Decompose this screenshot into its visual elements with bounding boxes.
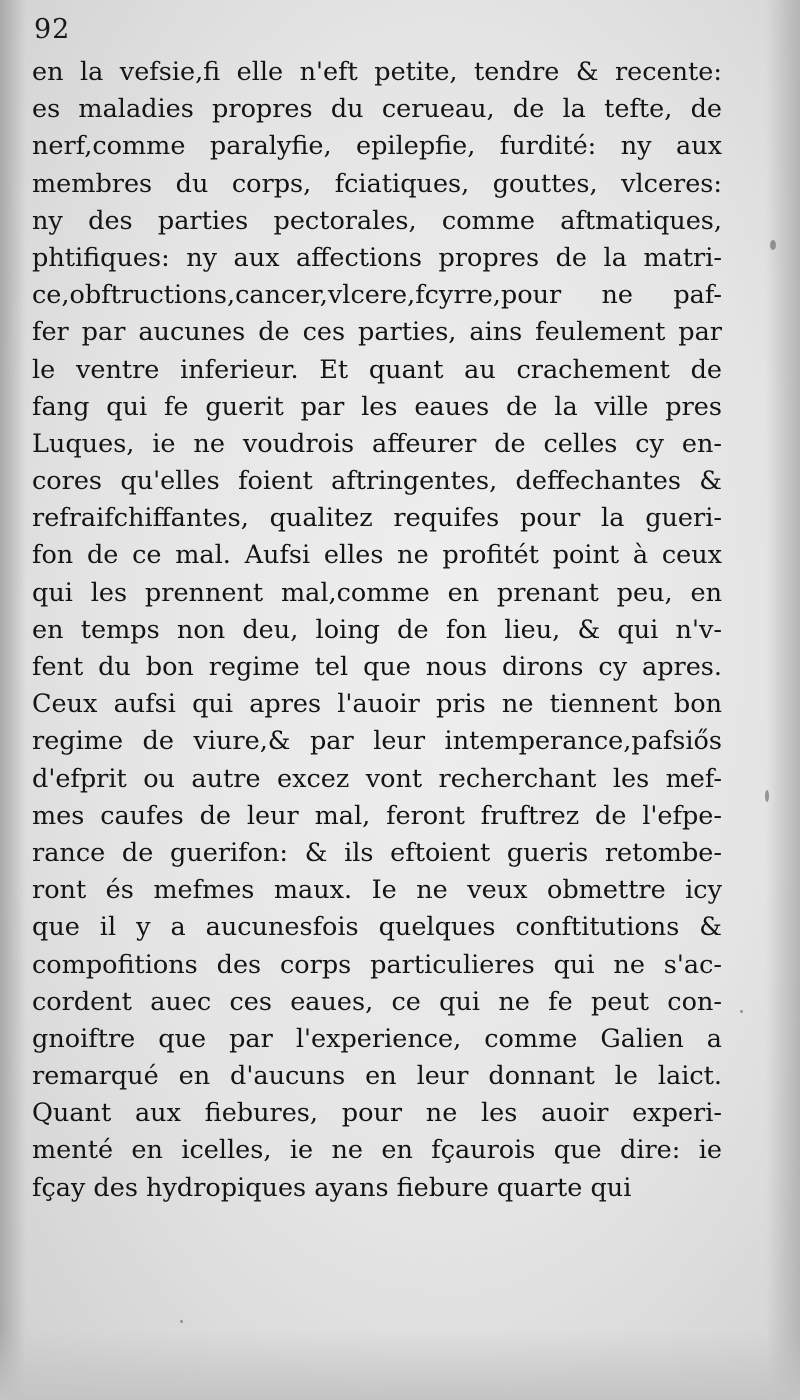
text-line: menté en icelles, ie ne en fçaurois que dire: ie bbox=[32, 1135, 722, 1166]
text-line: gnoiftre que par l'experience, comme Galien a bbox=[32, 1023, 722, 1054]
ink-speck bbox=[180, 1320, 183, 1323]
text-line: que il y a aucunesfois quelques conftitutions & bbox=[32, 912, 722, 943]
text-line: d'efprit ou autre excez vont recherchant les mef- bbox=[32, 763, 722, 794]
text-line: es maladies propres du cerueau, de la tefte, de bbox=[32, 94, 722, 125]
text-line: membres du corps, fciatiques, gouttes, vlceres: bbox=[32, 168, 722, 199]
text-line: fer par aucunes de ces parties, ains feulement par bbox=[32, 317, 722, 348]
text-line: remarqué en d'aucuns en leur donnant le laict. bbox=[32, 1061, 722, 1092]
text-line: Quant aux fiebures, pour ne les auoir experi- bbox=[32, 1098, 722, 1129]
text-line: nerf,comme paralyfie, epilepfie, furdité: ny aux bbox=[32, 131, 722, 162]
text-line: Ceux aufsi qui apres l'auoir pris ne tiennent bon bbox=[32, 689, 722, 720]
text-line: fang qui fe guerit par les eaues de la ville pres bbox=[32, 391, 722, 422]
ink-speck bbox=[770, 240, 776, 250]
text-line: regime de viure,& par leur intemperance,pafsiős bbox=[32, 726, 722, 757]
text-line: cores qu'elles foient aftringentes, deffechantes & bbox=[32, 466, 722, 497]
text-line: ce,obftructions,cancer,vlcere,fcyrre,pour ne paf- bbox=[32, 280, 722, 311]
page-number: 92 bbox=[34, 14, 71, 45]
text-line: ront és mefmes maux. Ie ne veux obmettre icy bbox=[32, 875, 722, 906]
text-line: qui les prennent mal,comme en prenant peu, en bbox=[32, 577, 722, 608]
ink-speck bbox=[740, 1010, 743, 1013]
ink-speck bbox=[765, 790, 769, 802]
text-line: fçay des hydropiques ayans fiebure quarte qui bbox=[32, 1172, 632, 1203]
text-line: phtifiques: ny aux affections propres de la matri- bbox=[32, 242, 722, 273]
text-line: rance de guerifon: & ils eftoient gueris retombe- bbox=[32, 837, 722, 868]
page-edge-shadow-left bbox=[0, 0, 26, 1400]
text-line: compofitions des corps particulieres qui ne s'ac- bbox=[32, 949, 722, 980]
text-line: le ventre inferieur. Et quant au crachement de bbox=[32, 354, 722, 385]
page-edge-shadow-right bbox=[766, 0, 800, 1400]
text-line: fent du bon regime tel que nous dirons cy apres. bbox=[32, 652, 722, 682]
text-line: cordent auec ces eaues, ce qui ne fe peut con- bbox=[32, 986, 722, 1017]
text-line: refraifchiffantes, qualitez requifes pour la gueri- bbox=[32, 503, 722, 534]
text-line: ny des parties pectorales, comme aftmatiques, bbox=[32, 205, 722, 236]
text-line: mes caufes de leur mal, feront fruftrez de l'efpe- bbox=[32, 800, 722, 831]
text-line: en la vefsie,fi elle n'eft petite, tendre & recente: bbox=[32, 57, 722, 87]
body-text bbox=[32, 54, 722, 1207]
text-line: fon de ce mal. Aufsi elles ne profitét point à ceux bbox=[32, 540, 722, 571]
text-line: en temps non deu, loing de fon lieu, & qui n'v- bbox=[32, 614, 722, 645]
text-line: Luques, ie ne voudrois affeurer de celles cy en- bbox=[32, 428, 722, 459]
page-edge-shadow-bottom bbox=[0, 1330, 800, 1400]
